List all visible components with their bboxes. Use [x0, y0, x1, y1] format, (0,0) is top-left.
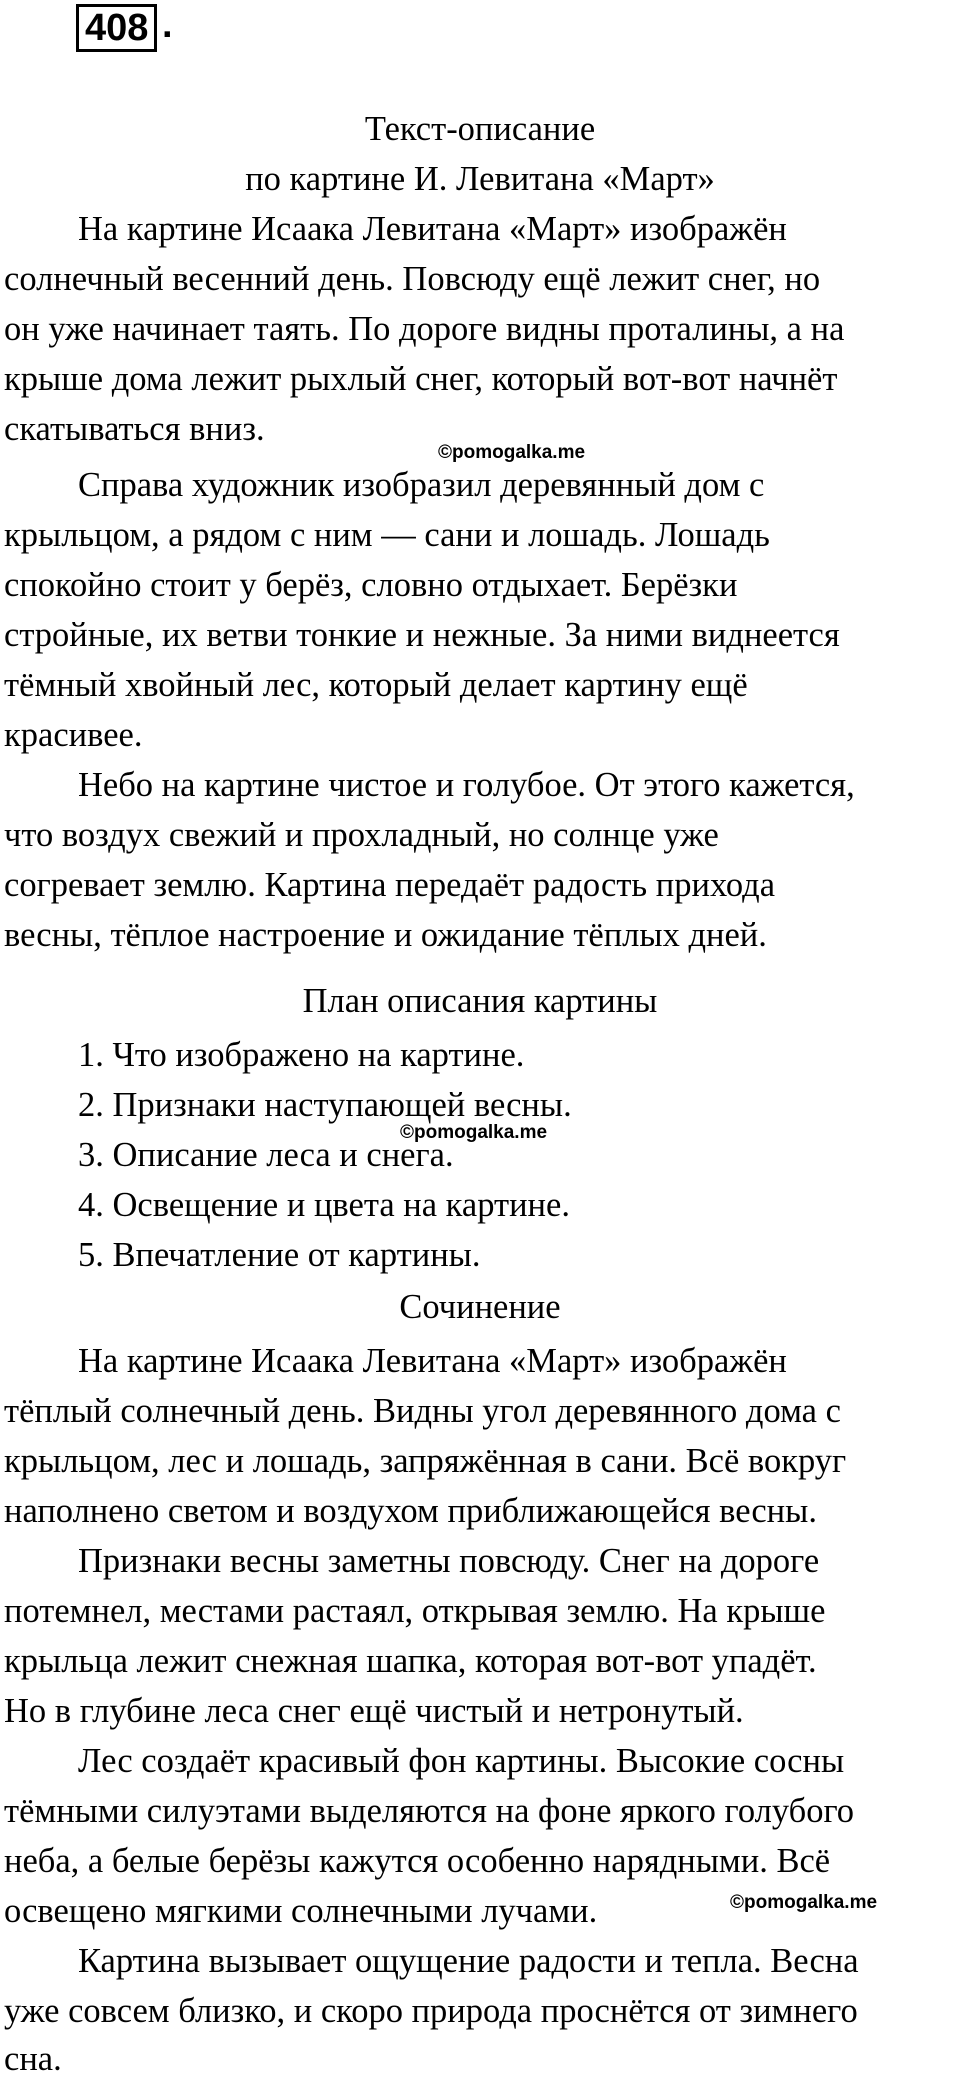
essay-title: Сочинение: [399, 1288, 561, 1326]
paragraph-line: освещено мягкими солнечными лучами.: [4, 1892, 598, 1930]
paragraph-line: тёмный хвойный лес, который делает картину ещё: [4, 666, 748, 704]
paragraph-line: он уже начинает таять. По дороге видны проталины, а на: [4, 310, 845, 348]
paragraph-line: Небо на картине чистое и голубое. От этого кажется,: [78, 766, 855, 804]
plan-item: 2. Признаки наступающей весны.: [78, 1086, 572, 1124]
paragraph-line: Признаки весны заметны повсюду. Снег на дороге: [78, 1542, 820, 1580]
paragraph-line: весны, тёплое настроение и ожидание тёплых дней.: [4, 916, 767, 954]
plan-title: План описания картины: [302, 982, 658, 1020]
plan-item: 1. Что изображено на картине.: [78, 1036, 525, 1074]
paragraph-line: Справа художник изобразил деревянный дом с: [78, 466, 765, 504]
paragraph-line: сна.: [4, 2040, 62, 2078]
paragraph-line: крыше дома лежит рыхлый снег, который вот-вот начнёт: [4, 360, 838, 398]
heading-text-type: Текст-описание: [364, 110, 596, 148]
paragraph-line: На картине Исаака Левитана «Март» изображён: [78, 210, 787, 248]
paragraph-line: Картина вызывает ощущение радости и тепла. Весна: [78, 1942, 859, 1980]
exercise-number-box: 408: [76, 4, 157, 52]
exercise-number-dot: .: [162, 4, 173, 46]
paragraph-line: красивее.: [4, 716, 143, 754]
paragraph-line: скатываться вниз.: [4, 410, 265, 448]
heading-painting-title: по картине И. Левитана «Март»: [245, 160, 715, 198]
paragraph-line: спокойно стоит у берёз, словно отдыхает. Берёзки: [4, 566, 738, 604]
plan-item: 4. Освещение и цвета на картине.: [78, 1186, 570, 1224]
paragraph-line: крыльца лежит снежная шапка, которая вот-вот упадёт.: [4, 1642, 817, 1680]
paragraph-line: стройные, их ветви тонкие и нежные. За ними виднеется: [4, 616, 840, 654]
paragraph-line: наполнено светом и воздухом приближающейся весны.: [4, 1492, 817, 1530]
paragraph-line: тёмными силуэтами выделяются на фоне яркого голубого: [4, 1792, 855, 1830]
paragraph-line: тёплый солнечный день. Видны угол деревянного дома с: [4, 1392, 841, 1430]
paragraph-line: крыльцом, а рядом с ним — сани и лошадь. Лошадь: [4, 516, 770, 554]
plan-item: 3. Описание леса и снега.: [78, 1136, 454, 1174]
paragraph-line: солнечный весенний день. Повсюду ещё лежит снег, но: [4, 260, 821, 298]
paragraph-line: согревает землю. Картина передаёт радость прихода: [4, 866, 776, 904]
paragraph-line: Но в глубине леса снег ещё чистый и нетронутый.: [4, 1692, 744, 1730]
watermark: ©pomogalka.me: [400, 1122, 548, 1143]
paragraph-line: крыльцом, лес и лошадь, запряжённая в сани. Всё вокруг: [4, 1442, 847, 1480]
paragraph-line: потемнел, местами растаял, открывая землю. На крыше: [4, 1592, 826, 1630]
watermark: ©pomogalka.me: [438, 442, 586, 463]
watermark: ©pomogalka.me: [730, 1892, 878, 1913]
paragraph-line: уже совсем близко, и скоро природа проснётся от зимнего: [4, 1992, 858, 2030]
paragraph-line: что воздух свежий и прохладный, но солнце уже: [4, 816, 719, 854]
paragraph-line: Лес создаёт красивый фон картины. Высокие сосны: [78, 1742, 845, 1780]
paragraph-line: На картине Исаака Левитана «Март» изображён: [78, 1342, 787, 1380]
paragraph-line: неба, а белые берёзы кажутся особенно нарядными. Всё: [4, 1842, 831, 1880]
plan-item: 5. Впечатление от картины.: [78, 1236, 481, 1274]
